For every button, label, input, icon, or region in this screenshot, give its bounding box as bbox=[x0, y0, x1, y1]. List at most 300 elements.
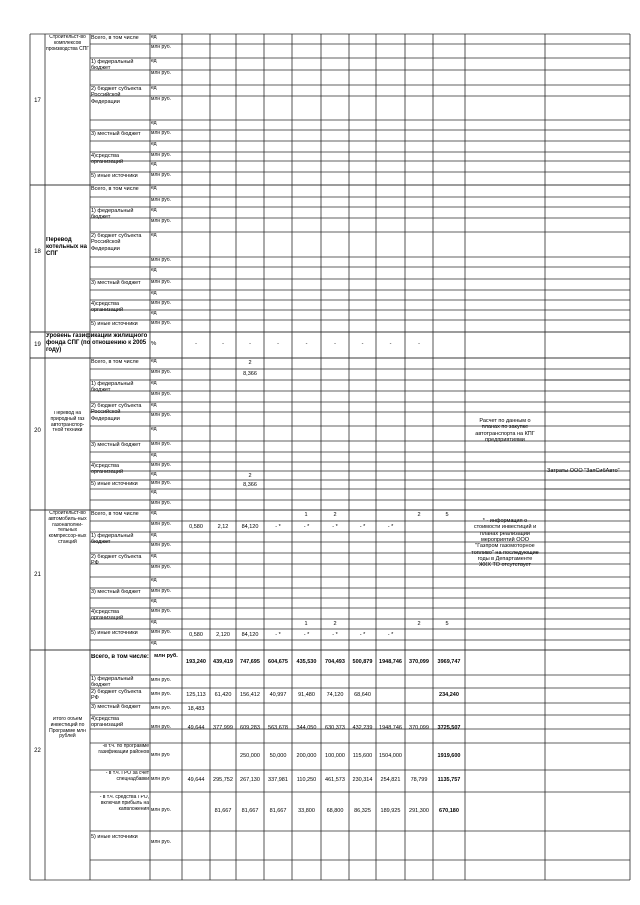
cell-text: 4)средства организаций bbox=[91, 716, 124, 729]
cell-text: ед bbox=[151, 554, 157, 559]
cell-text: 2 bbox=[248, 360, 252, 366]
cell-text: ед bbox=[151, 641, 157, 646]
cell-text: 0,580 bbox=[189, 632, 203, 638]
cell-text: млн руб. bbox=[151, 258, 172, 263]
row-title bbox=[46, 35, 89, 75]
row-title bbox=[46, 717, 89, 757]
unit bbox=[151, 725, 181, 733]
cell-text: млн руб. bbox=[151, 392, 172, 397]
value-dash bbox=[182, 341, 210, 351]
value bbox=[264, 524, 292, 532]
value-dash bbox=[292, 341, 321, 351]
value bbox=[433, 725, 465, 733]
r17-unit bbox=[151, 71, 181, 84]
cell-text: 344,050 bbox=[296, 725, 317, 731]
row-title bbox=[46, 411, 89, 451]
cell-text: ед bbox=[151, 35, 157, 40]
cell-text: 370,099 bbox=[409, 725, 429, 731]
value bbox=[236, 659, 264, 667]
note bbox=[471, 418, 539, 458]
row-number bbox=[30, 332, 45, 358]
r20-unit bbox=[151, 427, 181, 440]
cell-text: 110,250 bbox=[296, 777, 317, 783]
r20-label-regional bbox=[91, 403, 149, 440]
cell-text: млн руб. bbox=[151, 463, 172, 468]
cell-text: 61,420 bbox=[214, 692, 232, 698]
value bbox=[236, 808, 264, 816]
value-dash bbox=[376, 341, 405, 351]
r18-unit bbox=[151, 321, 181, 331]
cell-text: ед bbox=[151, 511, 157, 516]
cell-text: млн руб. bbox=[151, 725, 172, 730]
value bbox=[292, 512, 320, 520]
cell-text: 295,752 bbox=[213, 777, 233, 783]
value bbox=[182, 777, 210, 785]
r17-unit bbox=[151, 97, 181, 119]
value bbox=[349, 524, 376, 532]
cell-text: Всего, в том числе bbox=[91, 186, 139, 192]
cell-text: 20 bbox=[34, 428, 41, 434]
cell-text: 461,573 bbox=[325, 777, 345, 783]
row-title bbox=[46, 511, 89, 571]
cell-text: - * bbox=[359, 632, 366, 638]
r18-unit bbox=[151, 301, 181, 309]
r20-label-total bbox=[91, 359, 149, 379]
value bbox=[182, 692, 210, 700]
cell-text: 3) местный бюджет bbox=[91, 280, 141, 286]
r21-unit bbox=[151, 511, 181, 520]
cell-text: ед bbox=[151, 121, 157, 126]
cell-text: млн руб. bbox=[151, 692, 172, 697]
r21-unit bbox=[151, 578, 181, 587]
cell-text: 337,981 bbox=[268, 777, 288, 783]
value bbox=[210, 659, 236, 667]
r20-unit bbox=[151, 359, 181, 368]
cell-text: 3) местный бюджет bbox=[91, 589, 141, 595]
r18-unit bbox=[151, 280, 181, 289]
cell-text: млн руб. bbox=[151, 808, 172, 813]
value bbox=[376, 753, 405, 761]
unit bbox=[151, 692, 181, 700]
value bbox=[321, 725, 349, 733]
cell-text: - * bbox=[387, 524, 394, 530]
cell-text: млн руб. bbox=[151, 413, 172, 418]
cell-text: 5) иные источники bbox=[91, 481, 138, 487]
label-federal bbox=[91, 676, 149, 688]
cell-text: 78,799 bbox=[410, 777, 428, 783]
value bbox=[433, 659, 465, 667]
cell-text: 439,419 bbox=[213, 659, 233, 665]
unit-pct bbox=[151, 341, 181, 351]
cell-text: 1 bbox=[304, 621, 308, 627]
label-sub1 bbox=[91, 744, 149, 770]
row-number bbox=[30, 185, 45, 332]
cell-text: млн руб. bbox=[151, 840, 172, 845]
r17-unit bbox=[151, 59, 181, 69]
cell-text: 81,667 bbox=[214, 808, 232, 814]
r17-unit bbox=[151, 121, 181, 129]
value-dash bbox=[210, 341, 236, 351]
r18-unit bbox=[151, 198, 181, 206]
r20-unit bbox=[151, 413, 181, 425]
cell-text: ед bbox=[151, 86, 157, 91]
value bbox=[210, 777, 236, 785]
cell-text: млн руб. bbox=[151, 173, 172, 178]
value bbox=[405, 659, 433, 667]
value bbox=[433, 808, 465, 816]
cell-text: - * bbox=[303, 524, 310, 530]
value bbox=[321, 632, 349, 640]
r17-unit bbox=[151, 142, 181, 151]
cell-text: млн руб. bbox=[151, 543, 172, 548]
r20-unit bbox=[151, 442, 181, 451]
r18-unit bbox=[151, 268, 181, 278]
value bbox=[236, 777, 264, 785]
cell-text: - * bbox=[359, 524, 366, 530]
cell-text: млн руб. bbox=[151, 481, 172, 486]
cell-text: 609,283 bbox=[240, 725, 260, 731]
label-sub2 bbox=[91, 771, 149, 791]
cell-text: млн руб. bbox=[151, 198, 172, 203]
cell-text: 0,580 bbox=[189, 524, 203, 530]
r17-label-total bbox=[91, 35, 149, 57]
cell-text: 1948,746 bbox=[379, 659, 402, 665]
cell-text: 5) иные источники bbox=[91, 173, 138, 179]
cell-text: 3) местный бюджет bbox=[91, 442, 141, 448]
cell-text: 1) федеральный бюджет bbox=[91, 533, 134, 546]
cell-text: 40,997 bbox=[269, 692, 287, 698]
r21-unit bbox=[151, 565, 181, 576]
r20-unit bbox=[151, 381, 181, 390]
cell-text: 8,366 bbox=[243, 482, 257, 488]
r21-unit bbox=[151, 599, 181, 607]
value bbox=[376, 632, 405, 640]
cell-text: 100,000 bbox=[325, 753, 345, 759]
cell-text: млн руб. bbox=[151, 321, 172, 326]
cell-text: 4)средства организаций bbox=[91, 463, 124, 476]
r21-label-total bbox=[91, 511, 149, 531]
note-extra bbox=[547, 468, 628, 492]
note bbox=[471, 518, 539, 602]
cell-text: 3725,507 bbox=[437, 725, 461, 731]
cell-text: 81,667 bbox=[269, 808, 287, 814]
cell-text: 2,12 bbox=[217, 524, 229, 530]
cell-text: 3) местный бюджет bbox=[91, 704, 141, 710]
cell-text: 5 bbox=[445, 512, 449, 518]
cell-text: 19 bbox=[34, 342, 41, 348]
cell-text: 33,800 bbox=[298, 808, 315, 814]
r17-label-local bbox=[91, 131, 149, 151]
value bbox=[264, 777, 292, 785]
cell-text: 156,412 bbox=[240, 692, 260, 698]
cell-text: 1504,000 bbox=[379, 753, 402, 759]
value bbox=[182, 706, 210, 714]
cell-text: млн руб. bbox=[151, 45, 172, 50]
cell-text: млн руб. bbox=[151, 565, 172, 570]
cell-text: - bbox=[334, 341, 336, 347]
cell-text: 115,600 bbox=[352, 753, 373, 759]
cell-text: % bbox=[151, 341, 157, 347]
cell-text: Всего, в том числе bbox=[91, 359, 139, 365]
value bbox=[292, 692, 321, 700]
value bbox=[349, 632, 376, 640]
cell-text: 267,130 bbox=[240, 777, 260, 783]
cell-text: 1919,600 bbox=[437, 753, 461, 759]
value bbox=[433, 692, 465, 700]
r18-unit bbox=[151, 186, 181, 196]
row-number bbox=[30, 510, 45, 650]
cell-text: 5) иные источники bbox=[91, 630, 138, 636]
r20-unit bbox=[151, 392, 181, 401]
cell-text: 193,240 bbox=[186, 659, 206, 665]
value bbox=[405, 725, 433, 733]
cell-text: - bbox=[195, 341, 197, 347]
r21-label-local bbox=[91, 589, 149, 607]
cell-text: 2) бюджет субъекта Российской Федерации bbox=[91, 403, 142, 422]
value bbox=[210, 808, 236, 816]
cell-text: млн руб bbox=[151, 753, 170, 758]
unit bbox=[151, 753, 181, 761]
cell-text: млн руб bbox=[151, 777, 170, 782]
unit bbox=[151, 653, 181, 673]
cell-text: 18,483 bbox=[187, 706, 205, 712]
cell-text: млн руб. bbox=[151, 219, 172, 224]
value bbox=[433, 777, 465, 785]
r21-unit bbox=[151, 543, 181, 552]
r21-unit bbox=[151, 620, 181, 628]
value bbox=[264, 692, 292, 700]
value bbox=[264, 659, 292, 667]
value bbox=[433, 753, 465, 761]
value bbox=[321, 777, 349, 785]
value bbox=[433, 512, 461, 520]
cell-text: 2 bbox=[333, 621, 337, 627]
value bbox=[376, 659, 405, 667]
cell-text: 370,099 bbox=[409, 659, 429, 665]
row-title bbox=[46, 333, 149, 357]
cell-text: 604,675 bbox=[268, 659, 288, 665]
value bbox=[405, 512, 433, 520]
r21-label-other bbox=[91, 630, 149, 649]
r17-label-federal bbox=[91, 59, 149, 84]
cell-text: 5) иные источники bbox=[91, 321, 138, 327]
value-dash bbox=[236, 341, 264, 351]
cell-text: 49,644 bbox=[187, 777, 205, 783]
cell-text: млн руб. bbox=[151, 609, 172, 614]
value bbox=[292, 808, 321, 816]
cell-text: ед bbox=[151, 162, 157, 167]
value bbox=[236, 371, 264, 379]
cell-text: 230,314 bbox=[352, 777, 373, 783]
value bbox=[349, 753, 376, 761]
unit bbox=[151, 777, 181, 785]
cell-text: ед bbox=[151, 291, 157, 296]
cell-text: 435,530 bbox=[296, 659, 317, 665]
cell-text: 704,493 bbox=[325, 659, 345, 665]
r18-unit bbox=[151, 291, 181, 299]
cell-text: Всего, в том числе bbox=[91, 511, 139, 517]
value bbox=[210, 692, 236, 700]
value bbox=[236, 632, 264, 640]
value bbox=[376, 808, 405, 816]
cell-text: 2 bbox=[417, 512, 421, 518]
r18-label-federal bbox=[91, 208, 149, 231]
cell-text: - в т.ч. ГРО за счет спецнадбавки bbox=[105, 771, 149, 782]
cell-text: 125,113 bbox=[186, 692, 206, 698]
label-local bbox=[91, 704, 149, 716]
cell-text: ед bbox=[151, 359, 157, 364]
r20-label-orgs bbox=[91, 463, 149, 479]
cell-text: 4)средства организаций bbox=[91, 609, 124, 622]
cell-text: млн руб. bbox=[151, 370, 172, 375]
unit bbox=[151, 808, 181, 816]
r17-unit bbox=[151, 173, 181, 184]
r18-unit bbox=[151, 208, 181, 217]
r18-label-regional bbox=[91, 233, 149, 278]
r20-unit bbox=[151, 472, 181, 479]
cell-text: - * bbox=[275, 632, 281, 638]
r21-label-federal bbox=[91, 533, 149, 552]
cell-text: 74,120 bbox=[326, 692, 344, 698]
r18-label-orgs bbox=[91, 301, 149, 319]
cell-text: Затраты ООО "ЗапСибАвто" bbox=[547, 468, 620, 474]
value bbox=[405, 777, 433, 785]
cell-text: Всего, в том числе: bbox=[91, 654, 149, 660]
cell-text: - * bbox=[275, 524, 281, 530]
cell-text: млн руб. bbox=[151, 522, 172, 527]
r20-label-local bbox=[91, 442, 149, 461]
cell-text: 2 bbox=[417, 621, 421, 627]
row-number bbox=[30, 358, 45, 510]
r17-unit bbox=[151, 35, 181, 43]
cell-text: 630,373 bbox=[325, 725, 345, 731]
r17-unit bbox=[151, 131, 181, 140]
value bbox=[182, 524, 210, 532]
cell-text: - bbox=[418, 341, 420, 347]
value bbox=[376, 725, 405, 733]
value bbox=[349, 777, 376, 785]
value bbox=[321, 808, 349, 816]
r17-label-orgs bbox=[91, 153, 149, 171]
cell-text: 2) бюджет субъекта Российской Федерации bbox=[91, 86, 142, 105]
cell-text: 432,239 bbox=[352, 725, 373, 731]
cell-text: 1) федеральный бюджет bbox=[91, 59, 134, 72]
r20-label-other bbox=[91, 481, 149, 499]
label-other bbox=[91, 834, 149, 846]
value bbox=[376, 524, 405, 532]
cell-text: ед bbox=[151, 142, 157, 147]
cell-text: 189,925 bbox=[380, 808, 401, 814]
value bbox=[321, 692, 349, 700]
cell-text: 291,300 bbox=[409, 808, 429, 814]
unit bbox=[151, 706, 181, 714]
r21-label-orgs bbox=[91, 609, 149, 628]
cell-text: ед bbox=[151, 233, 157, 238]
cell-text: 250,000 bbox=[240, 753, 260, 759]
cell-text: 200,000 bbox=[296, 753, 317, 759]
cell-text: 84,120 bbox=[241, 524, 259, 530]
value bbox=[292, 632, 321, 640]
cell-text: млн руб. bbox=[151, 678, 172, 683]
cell-text: млн руб. bbox=[151, 442, 172, 447]
value bbox=[264, 753, 292, 761]
cell-text: 4)средства организаций bbox=[91, 153, 124, 166]
unit bbox=[151, 678, 181, 686]
cell-text: 81,667 bbox=[241, 808, 259, 814]
cell-text: 2) бюджет субъекта РФ bbox=[91, 689, 142, 702]
r20-unit bbox=[151, 403, 181, 411]
cell-text: 3) местный бюджет bbox=[91, 131, 141, 137]
cell-text: млн руб. bbox=[151, 153, 172, 158]
value bbox=[182, 632, 210, 640]
cell-text: 2,120 bbox=[216, 632, 230, 638]
r17-unit bbox=[151, 162, 181, 171]
cell-text: Перевод котельных на СПГ bbox=[46, 237, 87, 257]
r20-unit bbox=[151, 501, 181, 509]
cell-text: млн руб. bbox=[151, 301, 172, 306]
cell-text: 50,000 bbox=[269, 753, 287, 759]
cell-text: 21 bbox=[34, 572, 41, 578]
cell-text: - в т.ч. средства ГРО, включая прибыль на капвложения bbox=[99, 795, 149, 812]
cell-text: ед bbox=[151, 208, 157, 213]
value bbox=[236, 482, 264, 490]
cell-text: 747,695 bbox=[240, 659, 260, 665]
r20-label-federal bbox=[91, 381, 149, 401]
value bbox=[236, 692, 264, 700]
value bbox=[405, 808, 433, 816]
value bbox=[321, 524, 349, 532]
cell-text: 49,644 bbox=[187, 725, 205, 731]
cell-text: Расчет по данным о планах по закупке автотранспорта на КПГ предприятиями bbox=[475, 418, 535, 443]
cell-text: - * bbox=[303, 632, 310, 638]
cell-text: 1) федеральный бюджет bbox=[91, 381, 134, 394]
cell-text: ед bbox=[151, 403, 157, 408]
cell-text: 18 bbox=[34, 249, 41, 255]
label-total bbox=[91, 654, 149, 674]
cell-text: 1) федеральный бюджет bbox=[91, 676, 134, 688]
cell-text: - * bbox=[332, 524, 338, 530]
r21-unit bbox=[151, 589, 181, 597]
cell-text: 234,240 bbox=[439, 692, 459, 698]
cell-text: 84,120 bbox=[241, 632, 259, 638]
r18-label-total bbox=[91, 186, 149, 206]
cell-text: Перевод на природный газ автотранспор-тной техники bbox=[50, 411, 85, 434]
cell-text: 500,879 bbox=[352, 659, 373, 665]
r17-label-regional bbox=[91, 86, 149, 129]
r21-unit bbox=[151, 630, 181, 639]
r17-label-other bbox=[91, 173, 149, 179]
value bbox=[292, 753, 321, 761]
cell-text: 1135,757 bbox=[437, 777, 461, 783]
cell-text: Строительст-во комплексов производства СПГ bbox=[46, 35, 89, 52]
cell-text: 3969,747 bbox=[437, 659, 461, 665]
value-dash bbox=[321, 341, 349, 351]
cell-text: - bbox=[249, 341, 251, 347]
cell-text: - bbox=[361, 341, 364, 347]
cell-text: 1948,746 bbox=[379, 725, 402, 731]
value bbox=[236, 524, 264, 532]
cell-text: млн руб. bbox=[151, 97, 172, 102]
r17-unit bbox=[151, 153, 181, 160]
value-dash bbox=[405, 341, 433, 351]
value bbox=[292, 659, 321, 667]
value bbox=[236, 753, 264, 761]
cell-text: 254,821 bbox=[380, 777, 401, 783]
value bbox=[349, 725, 376, 733]
cell-text: 5) иные источники bbox=[91, 834, 138, 840]
value bbox=[292, 524, 321, 532]
cell-text: ед bbox=[151, 533, 157, 538]
